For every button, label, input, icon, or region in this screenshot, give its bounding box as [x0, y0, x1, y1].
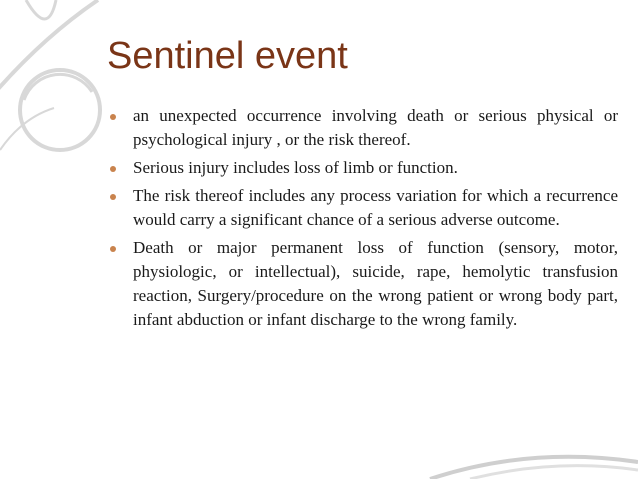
- top-left-arc-small: [26, 0, 56, 19]
- bullet-text: Death or major permanent loss of function (sensory, motor, physiologic, or intellectual), suicide, rape, hemolytic transfusion reaction, Surgery/procedure on the wrong patient or wrong body part, infant abduction or infant discharge to the wrong family.: [133, 238, 618, 329]
- bullet-item: [108, 104, 618, 152]
- bullet-text: Serious injury includes loss of limb or function.: [133, 158, 458, 177]
- bullet-dot-icon: [110, 166, 116, 172]
- bullet-dot-icon: [110, 114, 116, 120]
- bullet-item: [108, 184, 618, 232]
- bottom-right-arc-inner: [470, 466, 638, 479]
- bullet-dot-icon: [110, 194, 116, 200]
- bullet-item: [108, 236, 618, 332]
- bullet-text: an unexpected occurrence involving death or serious physical or psychological injury , or the risk thereof.: [133, 106, 618, 149]
- slide-title: Sentinel event: [107, 35, 348, 77]
- bullet-list: [108, 104, 618, 336]
- bullet-dot-icon: [110, 246, 116, 252]
- left-circle-outer: [20, 70, 100, 150]
- bullet-text: The risk thereof includes any process variation for which a recurrence would carry a significant chance of a serious adverse outcome.: [133, 186, 618, 229]
- bullet-item: [108, 156, 618, 180]
